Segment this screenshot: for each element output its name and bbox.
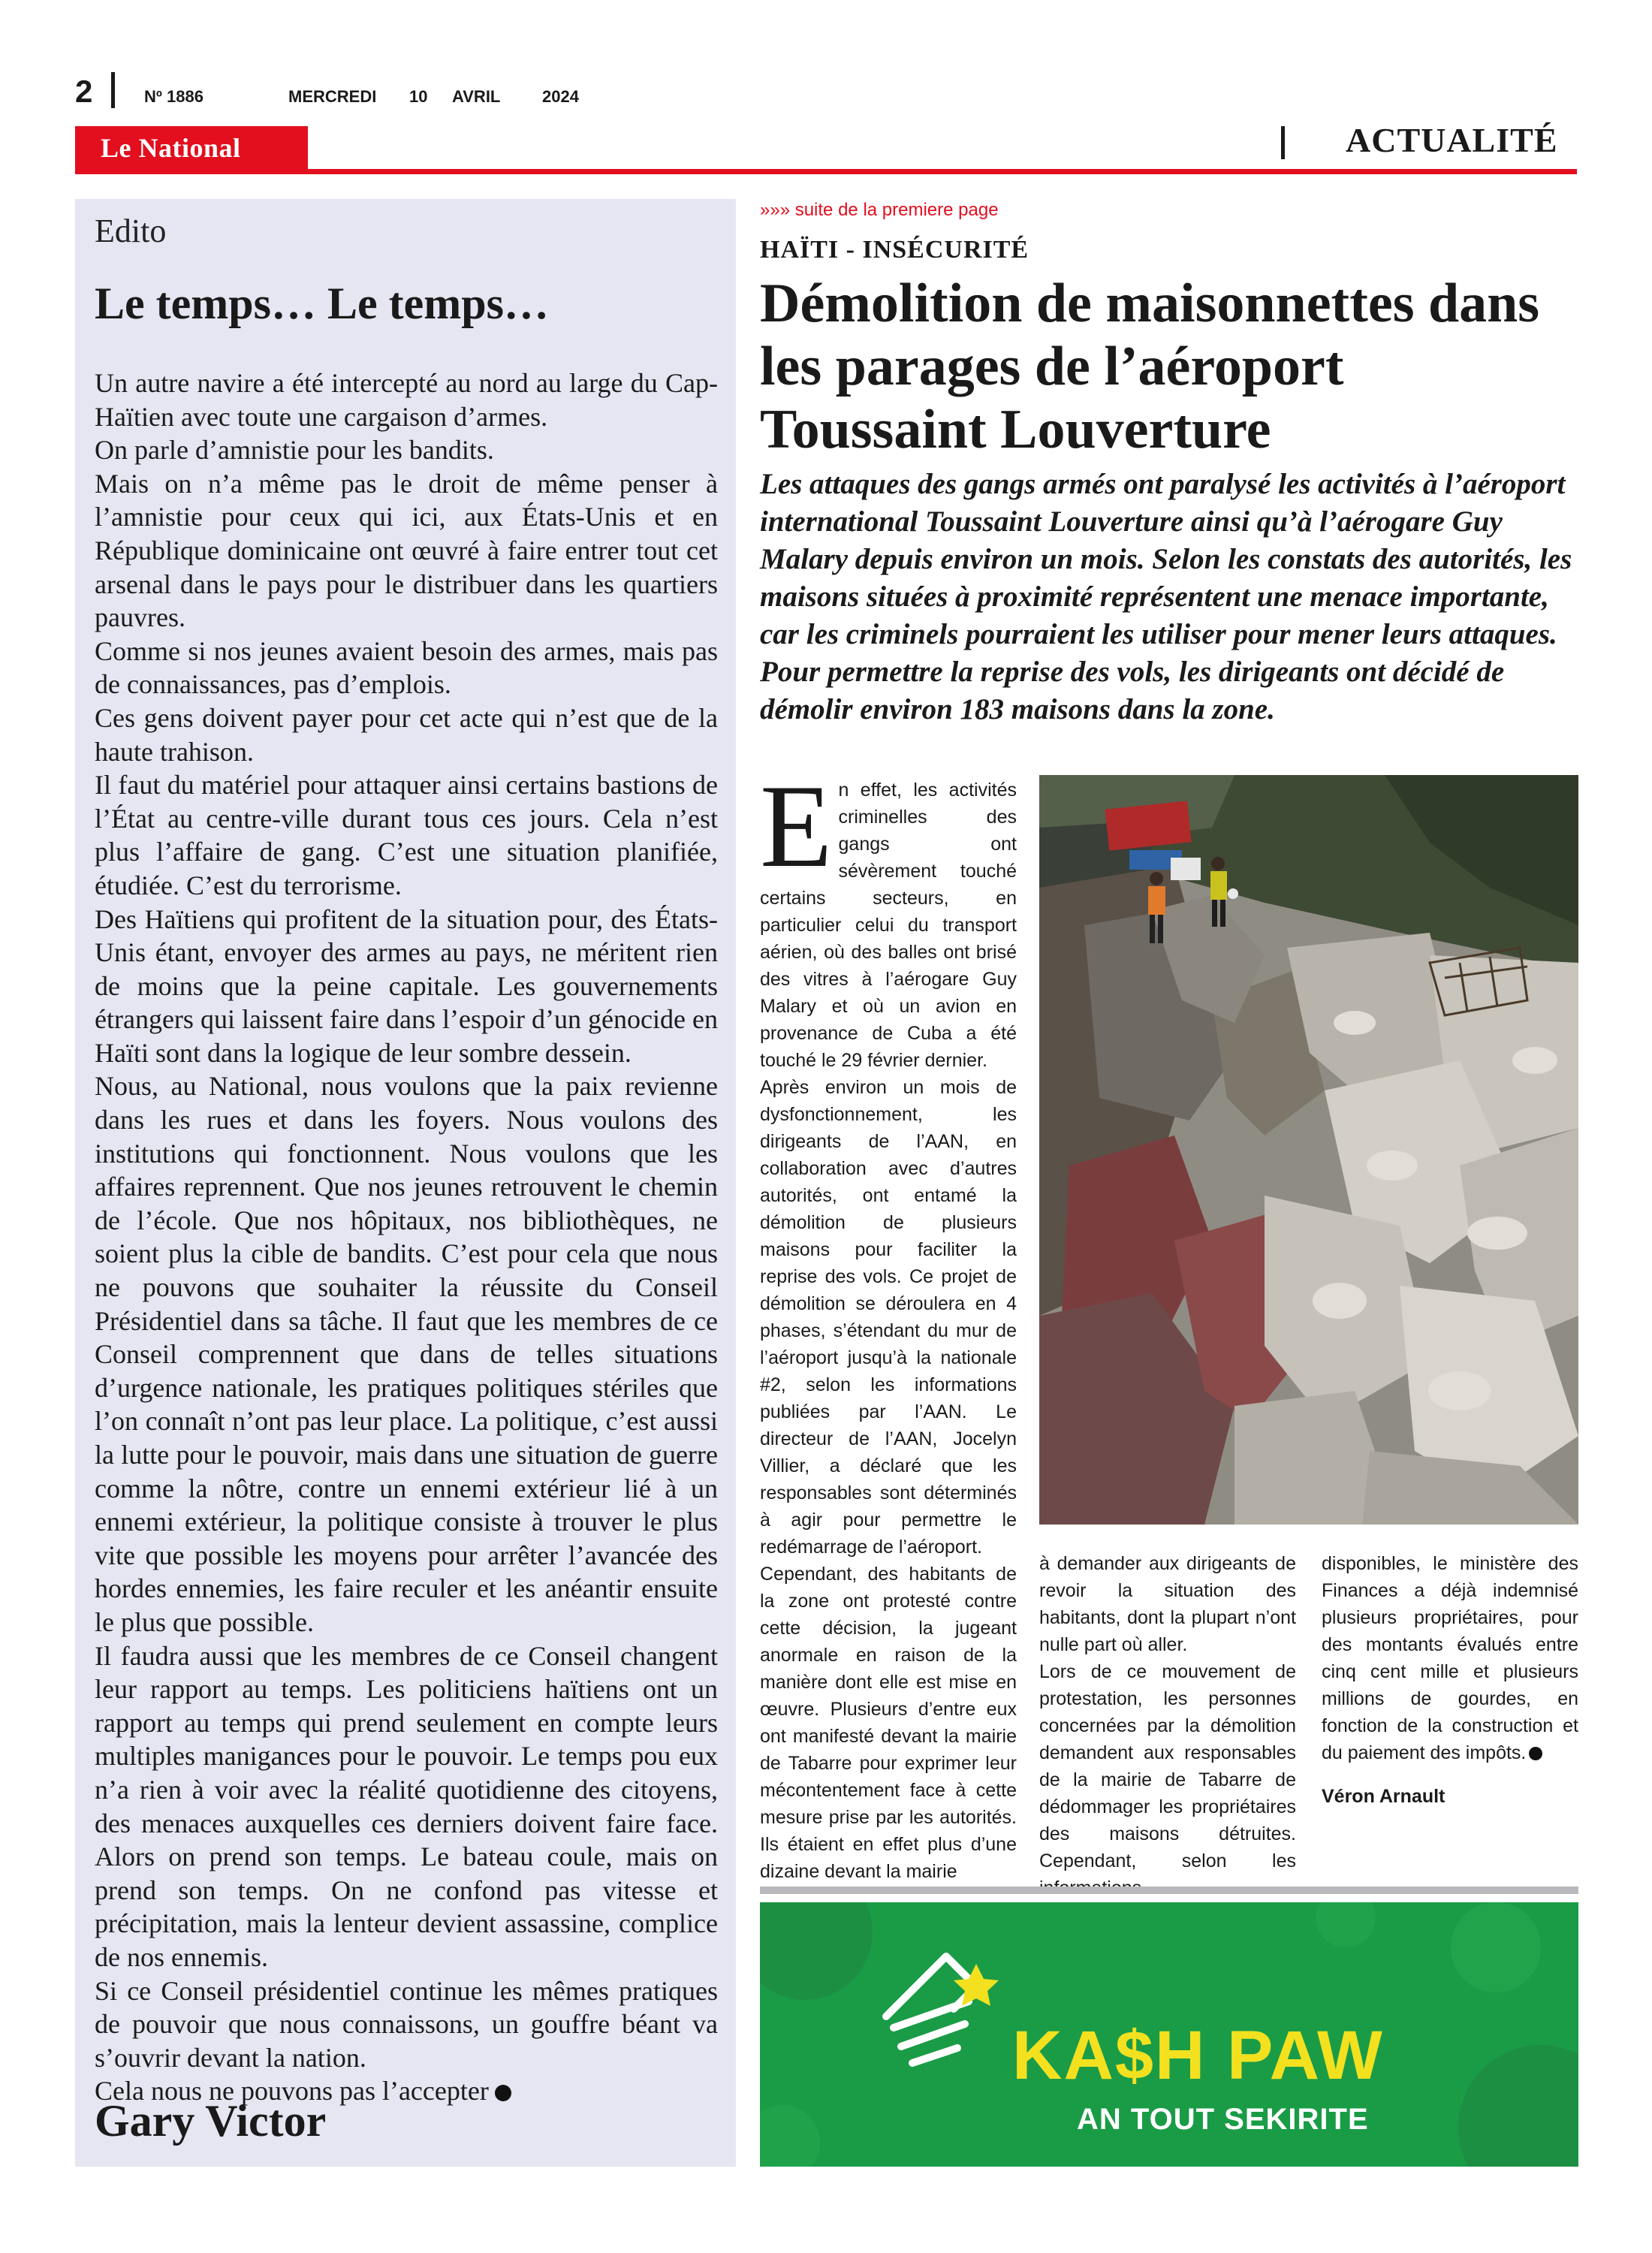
edito-body bbox=[95, 366, 718, 2108]
brand-name: Le National bbox=[101, 133, 241, 163]
kash-paw-logo-icon bbox=[864, 1934, 1014, 2084]
article-paragraph-text: disponibles, le ministère des Finances a déjà indemnisé plusieurs propriétaires, pour des montants évalués entre cinq cent mille et plusieurs millions de gourdes, en fonction de la construction et du paiement des impôts. bbox=[1322, 1553, 1578, 1763]
article-column-2 bbox=[1039, 1550, 1296, 1902]
ad-separator bbox=[760, 1887, 1578, 1894]
article-paragraph: Lors de ce mouvement de protestation, les personnes concernées par la démolition demandent aux responsables de la mairie de Tabarre de dédommager les propriétaires des maisons détruites. Cependant, selon les bbox=[1039, 1661, 1296, 1871]
edito-paragraph: Si ce Conseil présidentiel continue les mêmes pratiques de pouvoir que nous connaissons, un gouffre béant va s’ouvrir devant la nation. bbox=[95, 1975, 718, 2073]
issue-weekday: MERCREDI bbox=[288, 87, 377, 106]
article-paragraph: à demander aux dirigeants de revoir la situation des habitants, dont la plupart n’ont nulle part où aller. bbox=[1039, 1553, 1296, 1655]
ad-brand-name: KA$H PAW bbox=[1012, 2017, 1384, 2094]
article-paragraph bbox=[1322, 1550, 1578, 1766]
edito-signature: Gary Victor bbox=[95, 2096, 327, 2146]
article-rubric: HAÏTI - INSÉCURITÉ bbox=[760, 236, 1029, 264]
article-column-3 bbox=[1322, 1550, 1578, 1810]
article-column-1 bbox=[760, 761, 1017, 1885]
section-divider bbox=[1281, 126, 1285, 159]
edito-paragraph: Nous, au National, nous voulons que la paix revienne dans les rues et dans les foyers. Nous voulons des institutions qui fonctionnent. Nous voulons que les affaires reprennent. Que nos jeunes retrouvent le chemin de l’école. Que nos hôpitaux, nos bibliothèques, ne soient plus la cible de bandits. C’est pour cela que nous ne pouvons que souhaiter la réussite du Conseil Présidentiel dans sa tâche. Il faut que les membres de ce Conseil comprennent que dans de telles situations d’urgence nationale, les pratiques politiques stériles que l’on connaît n’ont pas leur place. La politique, c’est aussi la lutte pour le pouvoir, mais dans une situation de guerre comme la nôtre, contre un ennemi extérieur lié à un ennemi extérieur, la politique consiste à trouver le plus vite que possible les moyens pour arrêter l’avancée des hordes ennemies, les faire reculer et les anéantir ensuite le plus que possible. bbox=[95, 1071, 718, 1637]
section-title: ACTUALITÉ bbox=[1346, 121, 1558, 159]
article-paragraph: Cependant, des habitants de la zone ont protesté contre cette décision, la jugeant anormale en raison de la manière dont elle est mise en œuvre. Plusieurs d’entre eux ont manifesté devant la mairie de Tabarre pour exprimer leur mécontentement face à cette mesure prise par les autorités. Ils étaient en effet plus d’une dizaine devant la mairie bbox=[760, 1564, 1017, 1882]
edito-closing-text: Cela nous ne pouvons pas l’accepter bbox=[95, 2076, 489, 2107]
article-headline: Démolition de maisonnettes dans les parages de l’aéroport Toussaint Louverture bbox=[760, 273, 1540, 460]
ad-slogan: AN TOUT SEKIRITE bbox=[1077, 2103, 1369, 2136]
edito-paragraph: Mais on n’a même pas le droit de même penser à l’amnistie pour ceux qui ici, aux États-Unis et en République dominicaine ont œuvré à faire entrer tout cet arsenal dans le pays pour le distribuer dans les quartiers pauvres. bbox=[95, 468, 718, 633]
edito-paragraph: Il faut du matériel pour attaquer ainsi certains bastions de l’État au centre-ville durant tous ces jours. Cela n’est plus l’affaire de gang. C’est une situation planifiée, étudiée. C’est du terrorisme. bbox=[95, 770, 718, 900]
edito-paragraph: Comme si nos jeunes avaient besoin des armes, mais pas de connaissances, pas d’emplois. bbox=[95, 635, 718, 700]
demolition-photo bbox=[1039, 775, 1578, 1525]
issue-year: 2024 bbox=[542, 87, 579, 106]
edito-title: Le temps… Le temps… bbox=[95, 279, 549, 328]
end-mark-icon bbox=[1529, 1747, 1542, 1760]
edito-paragraph: Un autre navire a été intercepté au nord au large du Cap-Haïtien avec toute une cargaison d’armes. bbox=[95, 368, 718, 432]
edito-label: Edito bbox=[95, 213, 167, 249]
issue-month: AVRIL bbox=[452, 87, 501, 106]
edito-paragraph: Il faudra aussi que les membres de ce Conseil changent leur rapport au temps. Les politiciens haïtiens ont un rapport au temps qui prend seulement en compte leurs multiples manigances pour le pouvoir. Le temps pou eux n’a rien à voir avec la réalité quotidienne des citoyens, des menaces auxquelles ces derniers doivent faire face. Alors on prend son temps. Le bateau coule, mais on prend son temps. On ne confond pas vitesse et précipitation, mais la lenteur devient assassine, complice de nos ennemis. bbox=[95, 1640, 718, 1972]
article-paragraph-text: n effet, les activités criminelles des gangs ont sévèrement touché certains secteurs, en particulier celui du transport aérien, où des balles ont brisé des vitres à l’aérogare Guy Malary et où un avion en provenance de Cuba a été touché le 29 février dernier. bbox=[760, 780, 1017, 1071]
article-lead: Les attaques des gangs armés ont paralysé les activités à l’aéroport international Toussaint Louverture ainsi qu’à l’aérogare Guy Malary depuis environ un mois. Selon les constats des autorités, les maisons situées à proximité représentent une menace importante, car les criminels pourraient les utiliser pour mener leurs attaques. Pour permettre la reprise des vols, les dirigeants ont décidé de démolir environ 183 maisons dans la zone. bbox=[760, 468, 1572, 725]
article-paragraph bbox=[760, 761, 1017, 1074]
continuation-kicker: »»» suite de la premiere page bbox=[760, 200, 999, 220]
end-mark-icon bbox=[495, 2085, 511, 2101]
edito-paragraph: Des Haïtiens qui profitent de la situation pour, des États-Unis étant, envoyer des armes au pays, ne méritent rien de moins que la peine capitale. Les gouvernements étrangers qui laissent faire dans l’espoir d’un génocide en Haïti sont dans la logique de leur sombre dessein. bbox=[95, 903, 718, 1068]
header-rule bbox=[75, 169, 1577, 174]
page-number: 2 bbox=[75, 74, 93, 109]
drop-cap: E bbox=[760, 761, 833, 892]
edito-paragraph: Ces gens doivent payer pour cet acte qui n’est que de la haute trahison. bbox=[95, 702, 718, 767]
issue-day: 10 bbox=[409, 87, 428, 106]
issue-number: Nº 1886 bbox=[144, 87, 203, 106]
demolition-photo-art bbox=[1039, 775, 1578, 1525]
article-paragraph: Après environ un mois de dysfonctionnement, les dirigeants de l’AAN, en collaboration avec d’autres autorités, ont entamé la démolition de plusieurs maisons pour faciliter la reprise des vols. Ce projet de démolition se déroulera en 4 phases, s’étendant du mur de l’aéroport jusqu’à la nationale #2, selon les informations publiées par l’AAN. Le directeur de l’AAN, Jocelyn Villier, a déclaré que les responsables sont déterminés à agir pour permettre le redémarrage de l’aéroport. bbox=[760, 1077, 1017, 1558]
article-byline: Véron Arnault bbox=[1322, 1786, 1446, 1807]
header-divider bbox=[111, 72, 115, 108]
edito-paragraph: On parle d’amnistie pour les bandits. bbox=[95, 435, 494, 466]
